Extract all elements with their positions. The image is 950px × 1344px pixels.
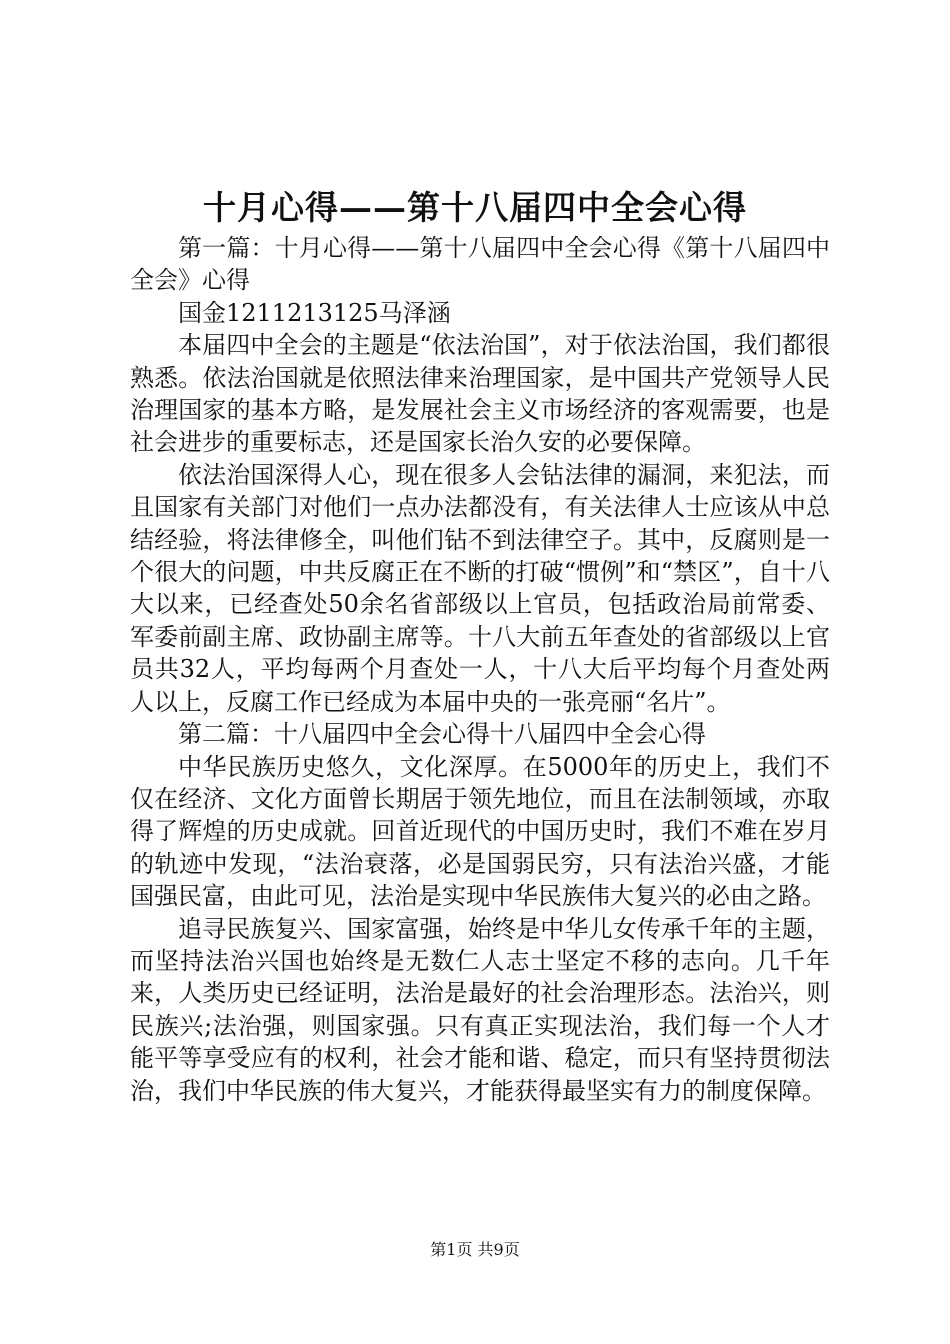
document-body [130, 232, 830, 1107]
paragraph-rule-of-law: 追寻民族复兴、国家富强，始终是中华儿女传承千年的主题，而坚持法治兴国也始终是无数仁人志士坚定不移的志向。几千年来，人类历史已经证明，法治是最好的社会治理形态。法治兴，则民族兴;法治强，则国家强。只有真正实现法治，我们每一个人才能平等享受应有的权利，社会才能和谐、稳定，而只有坚持贯彻法治，我们中华民族的伟大复兴，才能获得最坚实有力的制度保障。 [130, 914, 830, 1105]
paragraph-theme: 本届四中全会的主题是“依法治国”，对于依法治国，我们都很熟悉。依法治国就是依照法律来治理国家，是中国共产党领导人民治理国家的基本方略，是发展社会主义市场经济的客观需要，也是社会进步的重要标志，还是国家长治久安的必要保障。 [130, 331, 830, 457]
page-footer: 第1页 共9页 [430, 1240, 520, 1259]
document-title: 十月心得——第十八届四中全会心得 [203, 188, 747, 227]
paragraph-anti-corruption: 依法治国深得人心，现在很多人会钻法律的漏洞，来犯法，而且国家有关部门对他们一点办法都没有，有关法律人士应该从中总结经验，将法律修全，叫他们钻不到法律空子。其中，反腐则是一个很大的问题，中共反腐正在不断的打破“惯例”和“禁区”，自十八大以来，已经查处50余名省部级以上官员，包括政治局前常委、军委前副主席、政协副主席等。十八大前五年查处的省部级以上官员共32人，平均每两个月查处一人，十八大后平均每个月查处两人以上，反腐工作已经成为本届中央的一张亮丽“名片”。 [130, 460, 830, 716]
paragraph-author: 国金1211213125马泽涵 [178, 298, 451, 327]
paragraph-history: 中华民族历史悠久，文化深厚。在5000年的历史上，我们不仅在经济、文化方面曾长期居于领先地位，而且在法制领域，亦取得了辉煌的历史成就。回首近现代的中国历史时，我们不难在岁月的轨迹中发现，“法治衰落，必是国弱民穷，只有法治兴盛，才能国强民富，由此可见，法治是实现中华民族伟大复兴的必由之路。 [130, 752, 830, 911]
paragraph-section-one-heading: 第一篇：十月心得——第十八届四中全会心得《第十八届四中全会》心得 [130, 234, 830, 295]
paragraph-section-two-heading: 第二篇：十八届四中全会心得十八届四中全会心得 [178, 720, 706, 749]
